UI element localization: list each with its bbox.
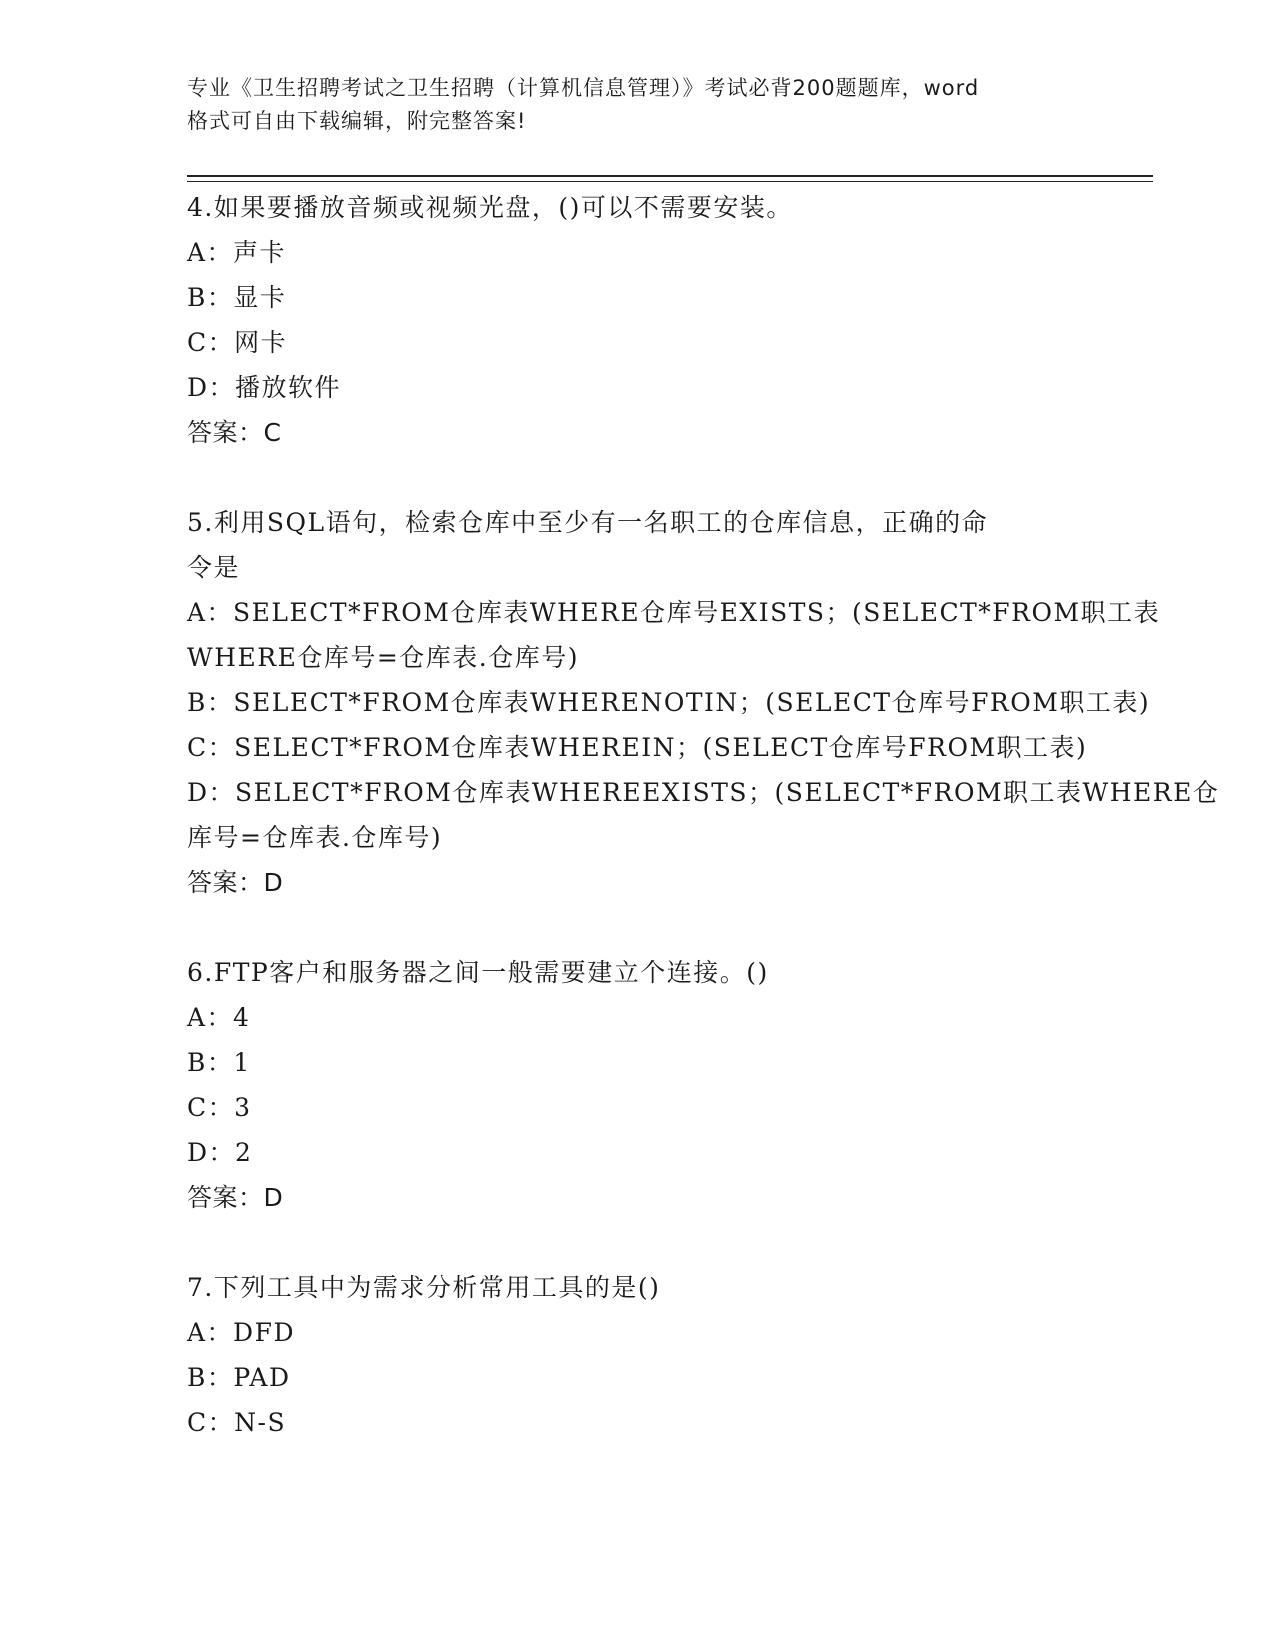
q5-answer: 答案：D — [187, 868, 284, 897]
q5-option-d-line-1: D：SELECT*FROM仓库表WHEREEXISTS；(SELECT*FROM职工表WHERE仓 — [187, 778, 1220, 807]
q6-stem: 6.FTP客户和服务器之间一般需要建立个连接。() — [187, 958, 769, 987]
q7-stem: 7.下列工具中为需求分析常用工具的是() — [187, 1273, 661, 1302]
q6-option-b: B：1 — [187, 1048, 251, 1077]
q5-option-d-line-2: 库号=仓库表.仓库号) — [187, 823, 443, 852]
q4-option-a: A：声卡 — [187, 238, 287, 267]
q6-option-a: A：4 — [187, 1003, 251, 1032]
q7-option-c: C：N-S — [187, 1408, 287, 1437]
q5-option-c: C：SELECT*FROM仓库表WHEREIN；(SELECT仓库号FROM职工表) — [187, 733, 1088, 762]
q4-option-b: B：显卡 — [187, 283, 287, 312]
header-line-1: 专业《卫生招聘考试之卫生招聘（计算机信息管理）》考试必背200题题库，word — [187, 76, 980, 100]
q6-option-c: C：3 — [187, 1093, 252, 1122]
q5-option-a-line-2: WHERE仓库号=仓库表.仓库号) — [187, 643, 579, 672]
q6-answer: 答案：D — [187, 1183, 284, 1212]
q5-stem-line-1: 5.利用SQL语句，检索仓库中至少有一名职工的仓库信息，正确的命 — [187, 508, 989, 537]
q6-option-d: D：2 — [187, 1138, 253, 1167]
header-line-2: 格式可自由下载编辑，附完整答案! — [187, 109, 527, 133]
q7-option-a: A：DFD — [187, 1318, 295, 1347]
q4-option-d: D：播放软件 — [187, 373, 342, 402]
q5-option-b: B：SELECT*FROM仓库表WHERENOTIN；(SELECT仓库号FROM职工表) — [187, 688, 1151, 717]
q7-option-b: B：PAD — [187, 1363, 291, 1392]
q5-stem-line-2: 令是 — [187, 553, 241, 582]
document-header — [187, 72, 1087, 138]
q4-option-c: C：网卡 — [187, 328, 288, 357]
q4-stem: 4.如果要播放音频或视频光盘，()可以不需要安装。 — [187, 193, 793, 222]
header-divider-thin — [187, 181, 1153, 182]
q4-answer: 答案：C — [187, 418, 282, 447]
q5-option-a-line-1: A：SELECT*FROM仓库表WHERE仓库号EXISTS；(SELECT*FROM职工表 — [187, 598, 1161, 627]
header-divider-thick — [187, 175, 1153, 177]
